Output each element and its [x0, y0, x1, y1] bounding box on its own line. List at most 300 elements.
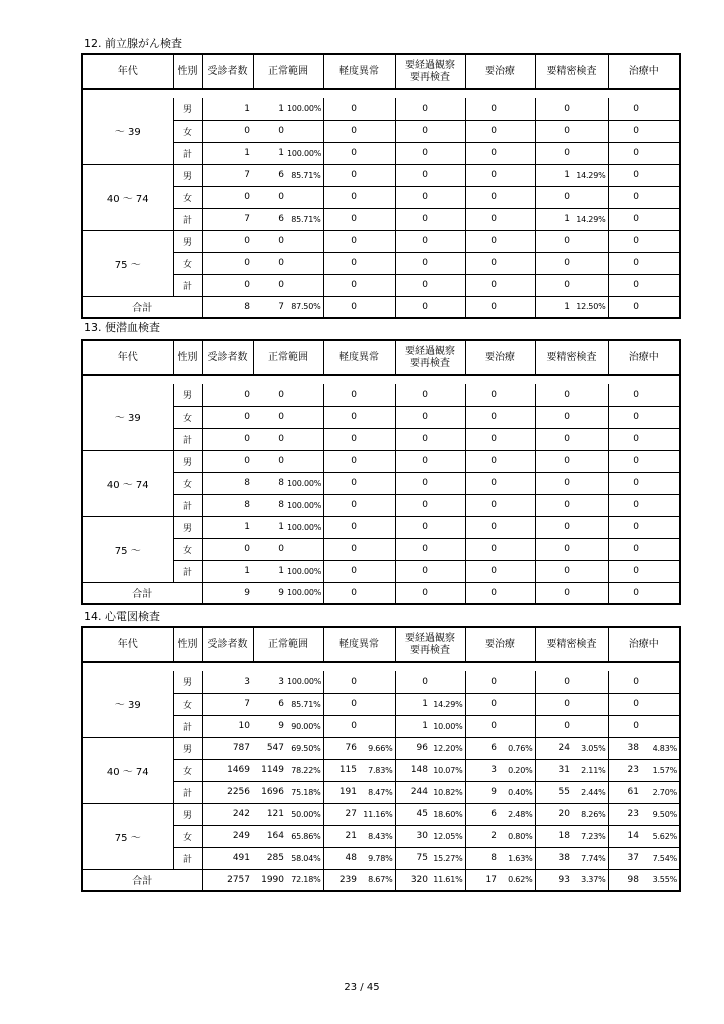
- sex-cell: 女: [173, 406, 202, 428]
- result-count: 239: [323, 869, 360, 891]
- column-header: 要精密検査: [535, 627, 608, 662]
- page-number: 23 / 45: [344, 982, 380, 993]
- result-percent: [573, 384, 608, 406]
- result-count: 0: [323, 472, 360, 494]
- result-count: 0: [323, 252, 360, 274]
- result-count: 0: [465, 208, 500, 230]
- result-count: 0: [253, 428, 287, 450]
- result-percent: 15.27%: [431, 847, 465, 869]
- result-count: 0: [535, 715, 573, 737]
- result-percent: 8.43%: [360, 825, 395, 847]
- result-count: 23: [608, 759, 642, 781]
- result-percent: [573, 582, 608, 604]
- result-count: 0: [535, 142, 573, 164]
- column-header: 性別: [173, 627, 202, 662]
- result-percent: [500, 582, 535, 604]
- result-count: 6: [253, 693, 287, 715]
- result-count: 0: [253, 120, 287, 142]
- result-count: 75: [395, 847, 431, 869]
- result-count: 0: [608, 142, 642, 164]
- result-percent: [360, 274, 395, 296]
- result-percent: [500, 472, 535, 494]
- result-percent: [573, 120, 608, 142]
- result-percent: [573, 186, 608, 208]
- result-count: 0: [395, 252, 431, 274]
- result-percent: [431, 98, 465, 120]
- result-count: 0: [465, 98, 500, 120]
- result-percent: 100.00%: [287, 582, 323, 604]
- age-group: 40 ～ 74: [82, 450, 173, 516]
- column-header: 年代: [82, 340, 173, 375]
- result-count: 1: [253, 516, 287, 538]
- column-header: 治療中: [608, 340, 680, 375]
- result-percent: 11.16%: [360, 803, 395, 825]
- result-count: 0: [608, 406, 642, 428]
- result-count: 0: [395, 208, 431, 230]
- result-count: 0: [465, 560, 500, 582]
- result-percent: [642, 230, 680, 252]
- sex-cell: 女: [173, 252, 202, 274]
- age-group: 40 ～ 74: [82, 737, 173, 803]
- result-percent: [642, 120, 680, 142]
- column-header: 要治療: [465, 340, 535, 375]
- result-percent: [431, 671, 465, 693]
- column-header: 正常範囲: [253, 54, 323, 89]
- result-count: 0: [253, 538, 287, 560]
- result-percent: [642, 472, 680, 494]
- result-percent: [431, 186, 465, 208]
- table-row: [82, 803, 680, 825]
- examinee-count: 0: [202, 538, 253, 560]
- spacer-row: [82, 375, 680, 384]
- sex-cell: 男: [173, 164, 202, 186]
- result-count: 3: [253, 671, 287, 693]
- result-count: 0: [253, 230, 287, 252]
- result-count: 38: [608, 737, 642, 759]
- result-count: 0: [323, 538, 360, 560]
- spacer-row: [82, 89, 680, 98]
- table-prostate-cancer: [81, 53, 681, 319]
- result-count: 0: [253, 252, 287, 274]
- result-percent: 3.05%: [573, 737, 608, 759]
- examinee-count: 0: [202, 428, 253, 450]
- result-count: 0: [323, 582, 360, 604]
- result-percent: [573, 671, 608, 693]
- column-header-line: 要再検査: [410, 644, 450, 656]
- column-header-line: 要再検査: [410, 357, 450, 369]
- header-row: [82, 54, 680, 89]
- result-count: 0: [465, 428, 500, 450]
- result-count: 0: [608, 186, 642, 208]
- result-count: 1: [253, 142, 287, 164]
- result-percent: 2.11%: [573, 759, 608, 781]
- result-percent: [573, 715, 608, 737]
- examinee-count: 8: [202, 296, 253, 318]
- result-percent: [500, 120, 535, 142]
- sex-cell: 計: [173, 208, 202, 230]
- result-percent: 2.48%: [500, 803, 535, 825]
- age-group: ～ 39: [82, 671, 173, 737]
- result-count: 0: [465, 142, 500, 164]
- result-count: 0: [535, 274, 573, 296]
- result-count: 0: [465, 120, 500, 142]
- result-count: 0: [608, 538, 642, 560]
- result-percent: [287, 538, 323, 560]
- result-percent: [642, 142, 680, 164]
- result-percent: 100.00%: [287, 494, 323, 516]
- result-count: 0: [395, 494, 431, 516]
- result-percent: [431, 406, 465, 428]
- column-header: 要精密検査: [535, 340, 608, 375]
- column-header: 要精密検査: [535, 54, 608, 89]
- result-count: 0: [465, 693, 500, 715]
- age-group: 75 ～: [82, 230, 173, 296]
- result-count: 0: [465, 384, 500, 406]
- result-count: 2: [465, 825, 500, 847]
- examinee-count: 0: [202, 120, 253, 142]
- result-percent: [287, 252, 323, 274]
- result-count: 0: [535, 98, 573, 120]
- result-percent: [431, 384, 465, 406]
- total-label: 合計: [82, 296, 202, 318]
- result-count: 6: [253, 208, 287, 230]
- sex-cell: 女: [173, 538, 202, 560]
- result-percent: [573, 142, 608, 164]
- result-percent: 10.00%: [431, 715, 465, 737]
- result-count: 31: [535, 759, 573, 781]
- result-percent: 100.00%: [287, 560, 323, 582]
- result-count: 0: [535, 186, 573, 208]
- result-percent: [431, 494, 465, 516]
- result-count: 61: [608, 781, 642, 803]
- result-percent: 7.74%: [573, 847, 608, 869]
- result-count: 6: [465, 737, 500, 759]
- result-percent: 0.20%: [500, 759, 535, 781]
- result-percent: 0.80%: [500, 825, 535, 847]
- result-count: 0: [465, 274, 500, 296]
- result-percent: 3.37%: [573, 869, 608, 891]
- result-count: 1: [253, 560, 287, 582]
- spacer-cell: [82, 662, 642, 671]
- result-percent: 58.04%: [287, 847, 323, 869]
- result-percent: 69.50%: [287, 737, 323, 759]
- sex-cell: 計: [173, 715, 202, 737]
- result-count: 0: [608, 120, 642, 142]
- result-count: 320: [395, 869, 431, 891]
- result-percent: 72.18%: [287, 869, 323, 891]
- result-percent: [500, 208, 535, 230]
- result-count: 1: [253, 98, 287, 120]
- result-percent: [360, 472, 395, 494]
- total-row: [82, 582, 680, 604]
- spacer-cell: [82, 89, 642, 98]
- column-header: 受診者数: [202, 340, 253, 375]
- result-percent: [360, 693, 395, 715]
- result-count: 1: [395, 693, 431, 715]
- result-count: 0: [465, 538, 500, 560]
- result-count: 115: [323, 759, 360, 781]
- column-header: 軽度異常: [323, 627, 395, 662]
- result-percent: [573, 252, 608, 274]
- result-count: 0: [535, 472, 573, 494]
- section-title-12: 12. 前立腺がん検査: [84, 37, 182, 50]
- column-header: 軽度異常: [323, 340, 395, 375]
- examinee-count: 8: [202, 494, 253, 516]
- result-percent: 18.60%: [431, 803, 465, 825]
- examinee-count: 7: [202, 208, 253, 230]
- result-percent: 1.63%: [500, 847, 535, 869]
- result-percent: [500, 693, 535, 715]
- result-percent: [642, 560, 680, 582]
- result-percent: [500, 428, 535, 450]
- column-header: 性別: [173, 340, 202, 375]
- result-percent: [360, 230, 395, 252]
- result-percent: [500, 560, 535, 582]
- result-percent: [360, 582, 395, 604]
- result-count: 0: [323, 296, 360, 318]
- result-count: 0: [535, 252, 573, 274]
- sex-cell: 計: [173, 847, 202, 869]
- result-percent: [642, 450, 680, 472]
- result-percent: 8.26%: [573, 803, 608, 825]
- result-percent: 5.62%: [642, 825, 680, 847]
- result-percent: [431, 428, 465, 450]
- result-count: 0: [395, 428, 431, 450]
- result-percent: [573, 98, 608, 120]
- result-count: 0: [608, 472, 642, 494]
- table-row: [82, 384, 680, 406]
- result-count: 0: [608, 582, 642, 604]
- spacer-row: [82, 662, 680, 671]
- result-percent: [360, 560, 395, 582]
- result-count: 1990: [253, 869, 287, 891]
- result-count: 9: [465, 781, 500, 803]
- examinee-count: 10: [202, 715, 253, 737]
- result-percent: [573, 472, 608, 494]
- examinee-count: 787: [202, 737, 253, 759]
- result-percent: [500, 671, 535, 693]
- result-percent: [431, 120, 465, 142]
- result-count: 0: [535, 120, 573, 142]
- result-percent: 1.57%: [642, 759, 680, 781]
- result-percent: [360, 384, 395, 406]
- result-percent: [573, 406, 608, 428]
- result-percent: 100.00%: [287, 142, 323, 164]
- result-percent: 3.55%: [642, 869, 680, 891]
- table-fecal-occult-blood: [81, 339, 681, 605]
- sex-cell: 女: [173, 759, 202, 781]
- result-count: 21: [323, 825, 360, 847]
- header-row: [82, 340, 680, 375]
- result-count: 0: [535, 560, 573, 582]
- result-percent: [360, 450, 395, 472]
- result-percent: [287, 186, 323, 208]
- result-count: 27: [323, 803, 360, 825]
- result-count: 0: [465, 715, 500, 737]
- result-percent: [431, 296, 465, 318]
- result-count: 0: [323, 428, 360, 450]
- column-header: [395, 54, 465, 89]
- result-count: 55: [535, 781, 573, 803]
- result-percent: [642, 252, 680, 274]
- examinee-count: 1: [202, 142, 253, 164]
- result-count: 0: [608, 230, 642, 252]
- result-count: 0: [608, 693, 642, 715]
- result-count: 0: [323, 120, 360, 142]
- result-percent: [287, 120, 323, 142]
- result-percent: [642, 494, 680, 516]
- column-header-line: 要再検査: [410, 71, 450, 83]
- result-count: 0: [465, 450, 500, 472]
- result-percent: [360, 671, 395, 693]
- result-count: 14: [608, 825, 642, 847]
- result-percent: [287, 384, 323, 406]
- result-count: 0: [465, 186, 500, 208]
- result-percent: [360, 208, 395, 230]
- age-group: ～ 39: [82, 98, 173, 164]
- age-group: ～ 39: [82, 384, 173, 450]
- result-percent: [642, 428, 680, 450]
- table-row: [82, 230, 680, 252]
- result-percent: 2.70%: [642, 781, 680, 803]
- result-percent: [360, 142, 395, 164]
- column-header: 受診者数: [202, 627, 253, 662]
- result-count: 0: [323, 186, 360, 208]
- examinee-count: 0: [202, 384, 253, 406]
- result-count: 0: [608, 671, 642, 693]
- result-count: 0: [395, 582, 431, 604]
- column-header: 年代: [82, 627, 173, 662]
- result-percent: [360, 516, 395, 538]
- sex-cell: 計: [173, 781, 202, 803]
- examinee-count: 9: [202, 582, 253, 604]
- examinee-count: 8: [202, 472, 253, 494]
- result-percent: 7.23%: [573, 825, 608, 847]
- result-percent: 100.00%: [287, 472, 323, 494]
- examinee-count: 1469: [202, 759, 253, 781]
- result-count: 8: [253, 494, 287, 516]
- result-percent: 14.29%: [573, 208, 608, 230]
- result-percent: [500, 186, 535, 208]
- result-count: 0: [323, 494, 360, 516]
- examinee-count: 242: [202, 803, 253, 825]
- result-count: 0: [395, 538, 431, 560]
- column-header: 要治療: [465, 54, 535, 89]
- result-count: 164: [253, 825, 287, 847]
- result-count: 9: [253, 715, 287, 737]
- result-percent: [573, 494, 608, 516]
- result-percent: 8.67%: [360, 869, 395, 891]
- sex-cell: 女: [173, 472, 202, 494]
- table-row: [82, 450, 680, 472]
- result-percent: [500, 252, 535, 274]
- table-ecg: [81, 626, 681, 892]
- result-count: 7: [253, 296, 287, 318]
- result-percent: [287, 274, 323, 296]
- examinee-count: 0: [202, 230, 253, 252]
- sex-cell: 計: [173, 142, 202, 164]
- result-percent: [360, 98, 395, 120]
- result-count: 18: [535, 825, 573, 847]
- result-percent: [431, 472, 465, 494]
- result-percent: [287, 406, 323, 428]
- result-count: 0: [465, 516, 500, 538]
- result-count: 0: [395, 406, 431, 428]
- result-count: 0: [253, 186, 287, 208]
- result-count: 0: [465, 494, 500, 516]
- age-group: 40 ～ 74: [82, 164, 173, 230]
- result-percent: 50.00%: [287, 803, 323, 825]
- sex-cell: 計: [173, 560, 202, 582]
- result-percent: 0.40%: [500, 781, 535, 803]
- result-count: 0: [323, 693, 360, 715]
- result-count: 0: [395, 120, 431, 142]
- result-count: 0: [535, 428, 573, 450]
- result-percent: [573, 560, 608, 582]
- result-count: 0: [608, 296, 642, 318]
- result-percent: [642, 186, 680, 208]
- result-count: 6: [465, 803, 500, 825]
- result-percent: [431, 274, 465, 296]
- result-percent: [642, 715, 680, 737]
- result-percent: [360, 164, 395, 186]
- sex-cell: 男: [173, 671, 202, 693]
- result-count: 0: [395, 296, 431, 318]
- result-count: 0: [395, 450, 431, 472]
- sex-cell: 男: [173, 803, 202, 825]
- result-count: 6: [253, 164, 287, 186]
- result-count: 48: [323, 847, 360, 869]
- result-percent: [287, 428, 323, 450]
- result-percent: [431, 538, 465, 560]
- result-count: 0: [608, 494, 642, 516]
- result-count: 0: [608, 516, 642, 538]
- result-percent: 0.62%: [500, 869, 535, 891]
- result-percent: [431, 582, 465, 604]
- result-count: 0: [465, 164, 500, 186]
- result-percent: 100.00%: [287, 98, 323, 120]
- table-row: [82, 516, 680, 538]
- result-percent: [642, 671, 680, 693]
- result-percent: 14.29%: [573, 164, 608, 186]
- sex-cell: 男: [173, 516, 202, 538]
- column-header-line: 要経過観察: [405, 59, 455, 71]
- table-row: [82, 164, 680, 186]
- result-count: 0: [323, 516, 360, 538]
- result-count: 0: [323, 450, 360, 472]
- result-percent: [287, 230, 323, 252]
- result-percent: [642, 582, 680, 604]
- result-percent: [360, 186, 395, 208]
- result-percent: 11.61%: [431, 869, 465, 891]
- result-count: 0: [323, 142, 360, 164]
- result-percent: [642, 406, 680, 428]
- result-percent: 8.47%: [360, 781, 395, 803]
- result-count: 0: [465, 582, 500, 604]
- result-percent: 10.82%: [431, 781, 465, 803]
- result-count: 0: [465, 296, 500, 318]
- sex-cell: 女: [173, 693, 202, 715]
- result-percent: [642, 164, 680, 186]
- sex-cell: 計: [173, 428, 202, 450]
- result-percent: [642, 274, 680, 296]
- result-count: 0: [323, 230, 360, 252]
- result-count: 0: [535, 538, 573, 560]
- result-percent: [360, 715, 395, 737]
- result-count: 0: [253, 450, 287, 472]
- result-percent: [500, 538, 535, 560]
- result-percent: [431, 142, 465, 164]
